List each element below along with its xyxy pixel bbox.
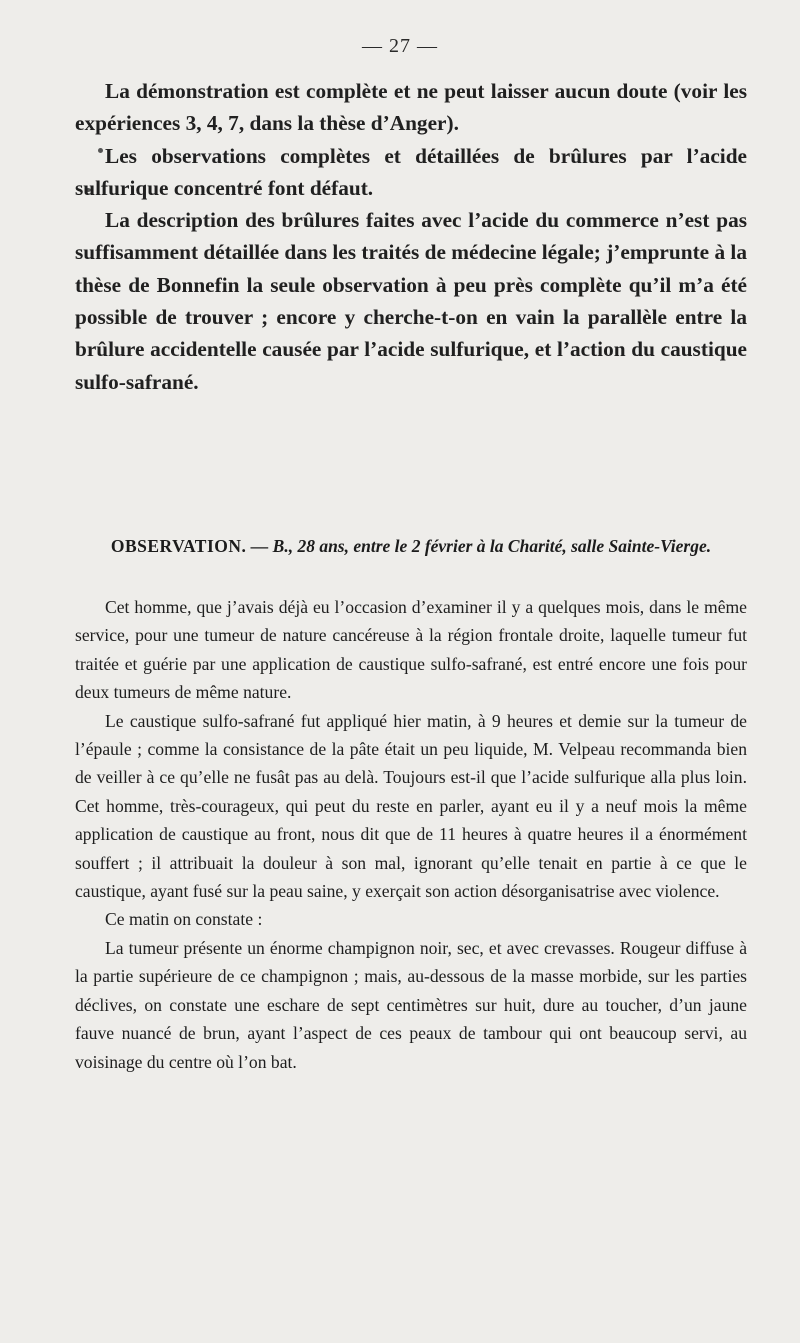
paragraph: La démonstration est complète et ne peut laisser aucun doute (voir les expériences 3, 4, 7, dans la thèse d’Anger).	[75, 79, 747, 136]
paragraph: Les observations complètes et détaillées de brûlures par l’acide sulfurique concentré font défaut.	[75, 143, 747, 200]
observation-heading	[75, 533, 747, 559]
observation-text	[75, 593, 747, 1076]
page-number: — 27 —	[362, 35, 438, 57]
main-text	[75, 75, 747, 398]
paragraph: La description des brûlures faites avec l’acide du commerce n’est pas suffisamment détaillée dans les traités de médecine légale; j’emprunte à la thèse de Bonnefin la seule observation à peu près complète qu’il m’a été possible de trouver ; encore y cherche-t-on en vain la parallèle entre la brûlure accidentelle causée par l’acide sulfurique, et l’action du caustique sulfo-safrané.	[75, 208, 747, 394]
paragraph: Cet homme, que j’avais déjà eu l’occasion d’examiner il y a quelques mois, dans le même service, pour une tumeur de nature cancéreuse à la région frontale droite, laquelle tumeur fut traitée et guérie par une application de caustique sulfo-safrané, est entré encore une fois pour deux tumeurs de même nature.	[75, 597, 747, 703]
observation-label: OBSERVATION.	[110, 536, 247, 556]
paragraph: Ce matin on constate :	[105, 909, 263, 930]
observation-meta: — B., 28 ans, entre le 2 février à la Charité, salle Sainte-Vierge.	[250, 536, 712, 556]
paragraph: Le caustique sulfo-safrané fut appliqué hier matin, à 9 heures et demie sur la tumeur de l’épaule ; comme la consistance de la pâte était un peu liquide, M. Velpeau recommanda bien de veiller à ce qu’elle ne fusât pas au delà. Toujours est-il que l’acide sulfurique alla plus loin. Cet homme, très-courageux, qui peut du reste en parler, ayant eu il y a neuf mois la même application de caustique au front, nous dit que de 11 heures à quatre heures il a énormément souffert ; il attribuait la douleur à son mal, ignorant qu’elle tenait en partie à ce que le caustique, ayant fusé sur la peau saine, y exerçait son action désorganisatrise avec violence.	[75, 710, 747, 902]
paragraph: La tumeur présente un énorme champignon noir, sec, et avec crevasses. Rougeur diffuse à la partie supérieure de ce champignon ; mais, au-dessous de la masse morbide, sur les parties déclives, on constate une eschare de sept centimètres sur huit, dure au toucher, d’un jaune fauve nuancé de brun, ayant l’aspect de ces peaux de tambour qui ont beaucoup servi, au voisinage du centre où l’on bat.	[75, 937, 747, 1072]
